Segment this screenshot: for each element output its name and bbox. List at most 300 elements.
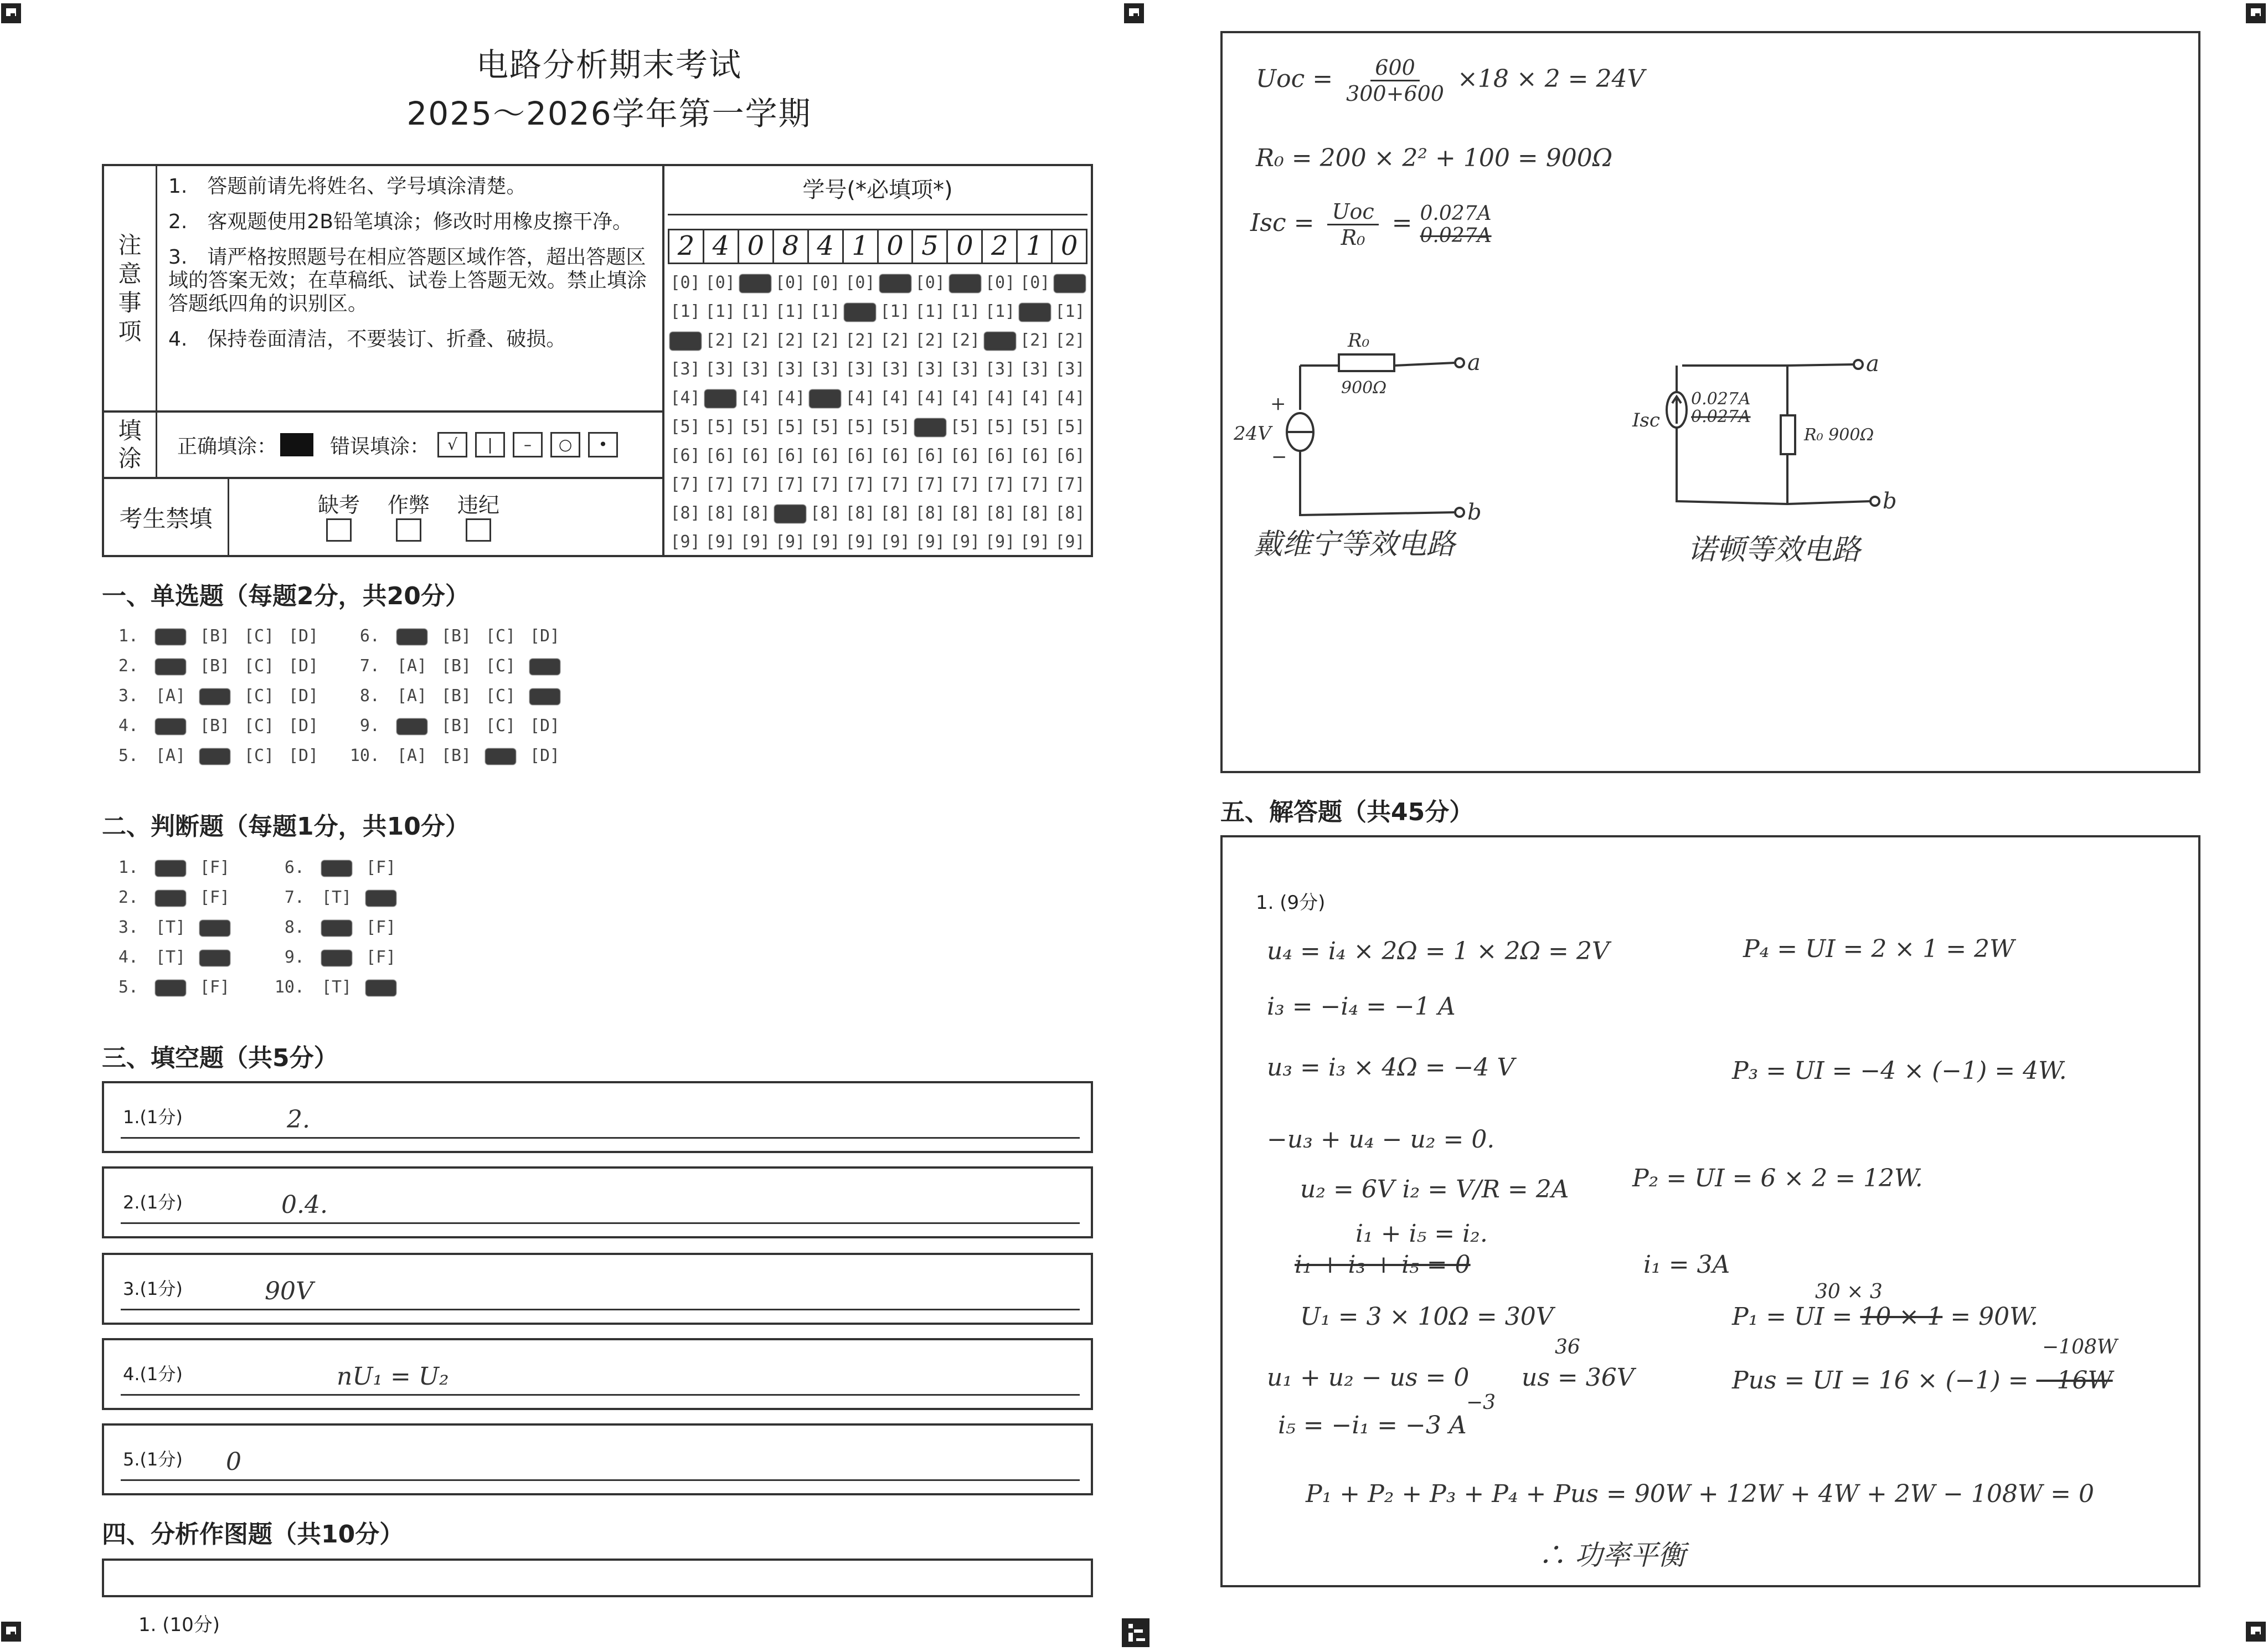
option-b[interactable]: [B] [199, 716, 230, 736]
option-d[interactable]: [D] [529, 746, 560, 765]
option-t[interactable]: [T] [321, 888, 352, 907]
notice-item: 2. 客观题使用2B铅笔填涂；修改时用橡皮擦干净。 [168, 210, 632, 233]
question-number: 2. [118, 656, 138, 676]
student-id-bubble[interactable]: [3] [950, 359, 980, 379]
proctor-options [229, 479, 664, 555]
corner-marker-icon [2246, 1622, 2266, 1642]
student-id-bubble[interactable]: [6] [915, 446, 945, 465]
option-c[interactable]: [C] [244, 716, 275, 736]
student-id-bubble[interactable]: [2] [915, 331, 945, 350]
student-id-bubble[interactable] [843, 301, 878, 323]
student-id-bubble[interactable]: [8] [740, 503, 770, 523]
student-id-bubble[interactable]: [2] [810, 331, 841, 350]
option-b[interactable]: [B] [441, 626, 472, 646]
student-id-bubble[interactable]: [6] [845, 446, 875, 465]
student-id-bubble[interactable]: [3] [1055, 359, 1085, 379]
student-id-bubble[interactable]: [6] [1055, 446, 1085, 465]
student-id-bubble[interactable]: [3] [705, 359, 735, 379]
filled-bubble-icon [844, 303, 876, 322]
work-line: u₄ = i₄ × 2Ω = 1 × 2Ω = 2V [1267, 937, 1610, 965]
student-id-bubble[interactable]: [0] [845, 273, 875, 292]
student-id-bubble[interactable]: [4] [1055, 388, 1085, 408]
option-f[interactable] [359, 883, 403, 913]
terminal-a [1854, 360, 1863, 369]
student-id-bubble[interactable]: [9] [984, 532, 1016, 552]
fill-blank-label: 3.(1分) [123, 1278, 183, 1299]
r0-value: 900Ω [1341, 378, 1387, 398]
option-f[interactable]: [F] [199, 888, 230, 907]
option-b[interactable] [193, 741, 237, 771]
student-id-bubble[interactable]: [9] [950, 532, 980, 552]
section5-title: 五、解答题（共45分） [1220, 798, 1474, 826]
student-id-bubble[interactable] [738, 272, 772, 294]
option-t[interactable] [148, 973, 193, 1002]
student-id-bubble[interactable]: [1] [880, 302, 910, 321]
work-line-struck: i₁ + i₃ + i₅ = 0 [1295, 1251, 1471, 1279]
student-id-bubble[interactable]: [3] [775, 359, 806, 379]
student-id-bubble[interactable]: [0] [1020, 273, 1050, 292]
question-number: 4. [118, 948, 138, 967]
option-a[interactable]: [A] [396, 686, 427, 706]
filled-bubble-icon [199, 920, 230, 937]
student-id-bubble[interactable]: [1] [810, 302, 841, 321]
fill-blank-item [102, 1338, 1093, 1410]
filled-bubble-icon [739, 274, 771, 293]
fill-blank-answer[interactable]: 0.4. [281, 1191, 328, 1219]
option-t[interactable] [148, 883, 193, 913]
student-id-bubble[interactable]: [7] [915, 475, 945, 494]
student-id-digit[interactable]: 0 [739, 230, 774, 263]
student-id-bubble[interactable]: [0] [705, 273, 735, 292]
student-id-bubble[interactable]: [7] [775, 475, 806, 494]
student-id-bubble[interactable]: [8] [1020, 503, 1050, 523]
student-id-bubble[interactable]: [6] [775, 446, 806, 465]
student-id-bubble[interactable]: [9] [1020, 532, 1050, 552]
student-id-bubble[interactable]: [5] [1020, 417, 1050, 436]
student-id-bubble[interactable]: [4] [984, 388, 1016, 408]
proctor-option-absent[interactable]: 缺考 [318, 488, 360, 547]
student-id-bubble[interactable]: [6] [950, 446, 980, 465]
proctor-option-cheating[interactable]: 作弊 [388, 488, 430, 547]
student-id-bubble[interactable]: [7] [880, 475, 910, 494]
option-c[interactable] [478, 741, 523, 771]
student-id-bubble[interactable]: [7] [950, 475, 980, 494]
student-id-bubble[interactable]: [1] [1055, 302, 1085, 321]
option-t[interactable] [315, 913, 359, 943]
option-c[interactable]: [C] [244, 626, 275, 646]
student-id-bubble[interactable]: [2] [705, 331, 735, 350]
question-number: 7. [359, 656, 380, 676]
student-id-bubble[interactable]: [1] [950, 302, 980, 321]
option-f[interactable]: [F] [365, 858, 396, 877]
terminal-a [1455, 358, 1464, 367]
student-id-bubble[interactable]: [0] [670, 273, 700, 292]
student-id-bubble[interactable] [1053, 272, 1087, 294]
notice-item: 4. 保持卷面清洁，不要装订、折叠、破损。 [168, 328, 566, 351]
option-t[interactable]: [T] [155, 948, 186, 967]
option-c[interactable]: [C] [485, 656, 516, 676]
option-f[interactable]: [F] [365, 918, 396, 937]
fill-guide-label-cell [104, 413, 157, 479]
student-id-bubble[interactable] [878, 272, 913, 294]
option-a[interactable]: [A] [396, 746, 427, 765]
student-id-bubble-grid [668, 272, 1087, 553]
student-id-bubble[interactable]: [5] [984, 417, 1016, 436]
corner-marker-icon [2246, 3, 2266, 23]
option-b[interactable]: [B] [441, 656, 472, 676]
student-id-bubble[interactable]: [6] [984, 446, 1016, 465]
question-number: 9. [284, 948, 305, 967]
ro-equation: R₀ = 200 × 2² + 100 = 900Ω [1256, 144, 1613, 172]
option-t[interactable] [315, 943, 359, 973]
option-c[interactable]: [C] [244, 746, 275, 765]
question-number: 6. [284, 858, 305, 877]
question-number: 5. [118, 746, 138, 765]
true-false-row [102, 973, 237, 1002]
student-id-bubble[interactable]: [2] [950, 331, 980, 350]
option-f[interactable]: [F] [199, 858, 230, 877]
filled-bubble-icon [155, 980, 186, 996]
fill-blank-answer[interactable]: 2. [287, 1105, 310, 1134]
option-d[interactable]: [D] [288, 746, 319, 765]
student-id-bubble[interactable]: [9] [845, 532, 875, 552]
option-t[interactable] [315, 853, 359, 883]
student-id-bubble[interactable]: [6] [880, 446, 910, 465]
student-id-bubble[interactable]: [4] [775, 388, 806, 408]
student-id-bubble[interactable]: [5] [950, 417, 980, 436]
wire [1682, 364, 1854, 366]
resistor-r0 [1781, 415, 1795, 454]
option-f[interactable] [359, 973, 403, 1002]
question-number: 1. [118, 626, 138, 646]
student-id-digit[interactable]: 1 [844, 230, 879, 263]
student-id-bubble[interactable]: [9] [1055, 532, 1085, 552]
student-id-bubble[interactable]: [5] [705, 417, 735, 436]
student-id-bubble[interactable]: [4] [915, 388, 945, 408]
student-id-digit[interactable]: 5 [913, 230, 948, 263]
student-id-bubble[interactable]: [2] [880, 331, 910, 350]
student-id-bubble[interactable] [1018, 301, 1053, 323]
option-b[interactable]: [B] [441, 716, 472, 736]
student-id-header: 学号(*必填项*) [668, 166, 1087, 215]
student-id-bubble[interactable]: [9] [810, 532, 841, 552]
fill-blank-label: 2.(1分) [123, 1192, 183, 1213]
option-t[interactable] [148, 853, 193, 883]
student-id-bubble[interactable]: [6] [705, 446, 735, 465]
wire [1394, 363, 1455, 366]
option-d[interactable]: [D] [529, 716, 560, 736]
option-f[interactable]: [F] [365, 948, 396, 967]
filled-bubble-icon [529, 659, 560, 675]
student-id-bubble[interactable]: [3] [845, 359, 875, 379]
single-choice-row [343, 711, 567, 741]
student-id-bubble[interactable]: [1] [670, 302, 700, 321]
student-id-bubble[interactable]: [4] [670, 388, 700, 408]
work-line: U₁ = 3 × 10Ω = 30V [1300, 1303, 1554, 1331]
student-id-bubble[interactable]: [9] [880, 532, 910, 552]
student-id-bubble[interactable]: [5] [810, 417, 841, 436]
option-f[interactable] [193, 913, 237, 943]
student-id-bubble[interactable]: [1] [705, 302, 735, 321]
student-id-bubble[interactable]: [5] [740, 417, 770, 436]
work-line: Pus = UI = 16 × (−1) = −16W [1732, 1366, 2113, 1395]
source-value: 24V [1234, 423, 1271, 445]
student-id-bubble[interactable]: [3] [915, 359, 945, 379]
option-a[interactable] [148, 651, 193, 681]
student-id-bubble[interactable]: [7] [1055, 475, 1085, 494]
student-id-bubble[interactable]: [9] [705, 532, 735, 552]
fill-blank-answer[interactable]: 90V [265, 1277, 313, 1305]
student-id-bubble[interactable]: [4] [845, 388, 875, 408]
student-id-bubble[interactable] [913, 416, 947, 438]
student-id-bubble[interactable]: [7] [810, 475, 841, 494]
student-id-bubble[interactable]: [4] [950, 388, 980, 408]
student-id-bubble[interactable]: [9] [670, 532, 700, 552]
student-id-bubble[interactable]: [7] [984, 475, 1016, 494]
question-number: 10. [274, 978, 305, 997]
option-c[interactable]: [C] [244, 656, 275, 676]
option-a[interactable] [390, 621, 434, 651]
student-id-bubble[interactable]: [9] [740, 532, 770, 552]
filled-bubble-icon [321, 950, 352, 966]
student-id-bubble[interactable]: [5] [1055, 417, 1085, 436]
student-id-bubble[interactable]: [2] [1055, 331, 1085, 350]
filled-bubble-icon [199, 688, 230, 705]
student-id-digit[interactable]: 2 [669, 230, 704, 263]
student-id-bubble[interactable] [808, 387, 843, 409]
checkbox[interactable] [396, 518, 421, 542]
corner-marker-icon [1, 1622, 21, 1642]
section4-answer-box [1220, 31, 2200, 773]
current-value-struck: 0.027A [1691, 407, 1751, 426]
work-annotation: 30 × 3 [1815, 1280, 1883, 1303]
option-d[interactable]: [D] [288, 716, 319, 736]
student-id-bubble[interactable]: [6] [1020, 446, 1050, 465]
student-id-digit[interactable]: 1 [1018, 230, 1053, 263]
student-id-bubble[interactable]: [6] [670, 446, 700, 465]
option-b[interactable]: [B] [199, 626, 230, 646]
student-id-bubble[interactable]: [1] [915, 302, 945, 321]
option-a[interactable] [148, 621, 193, 651]
filled-bubble-icon [949, 274, 981, 293]
proctor-option-violation[interactable]: 违纪 [457, 488, 499, 547]
conclusion: ∴ 功率平衡 [1538, 1539, 1685, 1571]
student-id-bubble[interactable]: [6] [810, 446, 841, 465]
student-id-bubble[interactable] [703, 387, 738, 409]
student-id-digit[interactable]: 0 [948, 230, 983, 263]
notice-label-cell [104, 166, 157, 413]
student-id-bubble[interactable]: [8] [915, 503, 945, 523]
option-c[interactable]: [C] [485, 626, 516, 646]
option-t[interactable]: [T] [155, 918, 186, 937]
fill-blank-answer[interactable]: 0 [226, 1448, 241, 1476]
current-value: 0.027A [1691, 389, 1751, 409]
student-id-bubble[interactable]: [7] [845, 475, 875, 494]
student-id-bubble[interactable]: [8] [950, 503, 980, 523]
work-line: u₃ = i₃ × 4Ω = −4 V [1267, 1053, 1515, 1082]
fill-guide-label: 填涂 [118, 417, 142, 472]
student-id-bubble[interactable]: [3] [880, 359, 910, 379]
student-id-bubble[interactable]: [1] [775, 302, 806, 321]
student-id-bubble[interactable]: [0] [984, 273, 1016, 292]
student-id-bubble[interactable] [668, 330, 703, 352]
section1-title: 一、单选题（每题2分，共20分） [102, 582, 470, 610]
student-id-bubble[interactable]: [5] [880, 417, 910, 436]
student-id-digit[interactable]: 4 [704, 230, 739, 263]
option-b[interactable]: [B] [441, 686, 472, 706]
option-b[interactable] [193, 681, 237, 711]
student-id-bubble[interactable]: [5] [670, 417, 700, 436]
option-d[interactable]: [D] [288, 686, 319, 706]
student-id-digit[interactable]: 4 [809, 230, 844, 263]
filled-bubble-icon [199, 950, 230, 966]
filled-bubble-icon [365, 980, 396, 996]
student-id-digit[interactable]: 0 [879, 230, 914, 263]
student-id-bubble[interactable]: [8] [845, 503, 875, 523]
checkbox[interactable] [326, 518, 352, 542]
filled-bubble-icon [774, 505, 806, 523]
filled-bubble-icon [155, 890, 186, 907]
option-t[interactable]: [T] [321, 978, 352, 997]
section5-question-label: 1. (9分) [1256, 892, 1326, 914]
student-id-bubble[interactable]: [3] [984, 359, 1016, 379]
student-id-bubble[interactable]: [7] [1020, 475, 1050, 494]
option-c[interactable]: [C] [485, 686, 516, 706]
student-id-digit[interactable]: 8 [774, 230, 809, 263]
option-d[interactable]: [D] [288, 656, 319, 676]
option-a[interactable]: [A] [155, 686, 186, 706]
section4-answer-box-top [102, 1559, 1093, 1597]
fill-guide [157, 413, 664, 479]
true-false-row [268, 973, 403, 1002]
resistor-r0 [1339, 354, 1394, 371]
option-a[interactable] [148, 711, 193, 741]
question-number: 4. [118, 716, 138, 736]
notice-label: 注意事项 [118, 231, 142, 345]
student-id-bubble[interactable] [983, 330, 1018, 352]
true-false-row [102, 943, 237, 973]
question-number: 10. [349, 746, 380, 765]
wrong-fill-dash-icon: – [513, 432, 543, 457]
r0-label: R₀ 900Ω [1804, 425, 1874, 445]
work-line: −u₃ + u₄ − u₂ = 0. [1267, 1125, 1495, 1154]
student-id-bubble[interactable]: [8] [880, 503, 910, 523]
option-a[interactable] [390, 711, 434, 741]
filled-bubble-icon [704, 389, 736, 408]
student-id-bubble[interactable]: [7] [705, 475, 735, 494]
work-line: P₁ + P₂ + P₃ + P₄ + Pus = 90W + 12W + 4W + 2W − 108W = 0 [1306, 1480, 2094, 1508]
student-id-digit[interactable]: 0 [1060, 230, 1078, 261]
checkbox[interactable] [466, 518, 491, 542]
option-c[interactable]: [C] [244, 686, 275, 706]
student-id-bubble[interactable]: [2] [775, 331, 806, 350]
option-d[interactable] [523, 651, 567, 681]
student-id-bubble[interactable]: [3] [740, 359, 770, 379]
student-id-bubble[interactable]: [8] [984, 503, 1016, 523]
fill-blank-item [102, 1253, 1093, 1325]
work-annotation: −108W [2042, 1336, 2117, 1359]
question-number: 6. [359, 626, 380, 646]
student-id-bubble[interactable]: [8] [1055, 503, 1085, 523]
option-c[interactable]: [C] [485, 716, 516, 736]
student-id-bubble[interactable]: [6] [740, 446, 770, 465]
option-a[interactable]: [A] [155, 746, 186, 765]
option-b[interactable]: [B] [199, 656, 230, 676]
student-id-bubble[interactable]: [2] [740, 331, 770, 350]
option-d[interactable]: [D] [288, 626, 319, 646]
question-number: 2. [118, 888, 138, 907]
filled-bubble-icon [365, 890, 396, 907]
student-id-bubble[interactable]: [2] [1020, 331, 1050, 350]
student-id-panel [664, 166, 1091, 555]
filled-bubble-icon [529, 688, 560, 705]
student-id-bubble[interactable]: [9] [915, 532, 945, 552]
student-id-bubble[interactable]: [5] [775, 417, 806, 436]
notice-list [157, 166, 664, 413]
option-f[interactable] [193, 943, 237, 973]
single-choice-row [343, 741, 567, 771]
student-id-bubble[interactable]: [1] [740, 302, 770, 321]
fill-blank-label: 1.(1分) [123, 1107, 183, 1128]
work-line: us = 36V [1522, 1364, 1635, 1392]
student-id-bubble[interactable]: [1] [984, 302, 1016, 321]
correct-fill-example-icon [280, 433, 313, 456]
student-id-bubble[interactable] [947, 272, 982, 294]
student-id-bubble[interactable]: [2] [845, 331, 875, 350]
student-id-bubble[interactable]: [8] [670, 503, 700, 523]
student-id-bubble[interactable]: [9] [775, 532, 806, 552]
option-b[interactable]: [B] [441, 746, 472, 765]
student-id-bubble[interactable]: [8] [810, 503, 841, 523]
filled-bubble-icon [321, 920, 352, 937]
section4-title: 四、分析作图题（共10分） [102, 1520, 404, 1549]
student-id-bubble[interactable]: [0] [915, 273, 945, 292]
student-id-bubble[interactable] [773, 502, 808, 524]
wire [1300, 451, 1455, 515]
student-id-bubble[interactable]: [5] [845, 417, 875, 436]
student-id-bubble[interactable]: [7] [740, 475, 770, 494]
terminal-b-label: b [1883, 488, 1897, 514]
student-id-digits [668, 229, 1087, 264]
student-id-bubble[interactable]: [4] [740, 388, 770, 408]
single-choice-row [102, 681, 326, 711]
student-id-bubble[interactable]: [3] [670, 359, 700, 379]
true-false-row [102, 883, 237, 913]
option-d[interactable] [523, 681, 567, 711]
section4-question-label: 1. (10分) [138, 1614, 220, 1636]
student-id-digit[interactable]: 2 [983, 230, 1018, 263]
wrong-fill-label: 错误填涂： [330, 435, 430, 458]
student-id-bubble[interactable]: [4] [880, 388, 910, 408]
option-f[interactable]: [F] [199, 978, 230, 997]
student-id-bubble[interactable]: [8] [705, 503, 735, 523]
fill-blank-answer[interactable]: nU₁ = U₂ [337, 1362, 449, 1391]
student-id-bubble[interactable]: [3] [1020, 359, 1050, 379]
work-line: P₄ = UI = 2 × 1 = 2W [1743, 935, 2015, 963]
student-id-bubble[interactable]: [0] [810, 273, 841, 292]
question-number: 3. [118, 918, 138, 937]
student-id-bubble[interactable]: [7] [670, 475, 700, 494]
work-line: i₁ = 3A [1643, 1251, 1730, 1279]
option-d[interactable]: [D] [529, 626, 560, 646]
student-id-bubble[interactable]: [3] [810, 359, 841, 379]
student-id-bubble[interactable]: [4] [1020, 388, 1050, 408]
section2-title: 二、判断题（每题1分，共10分） [102, 812, 470, 841]
filled-bubble-icon [155, 629, 186, 645]
single-choice-row [343, 621, 567, 651]
student-id-bubble[interactable]: [0] [775, 273, 806, 292]
option-a[interactable]: [A] [396, 656, 427, 676]
